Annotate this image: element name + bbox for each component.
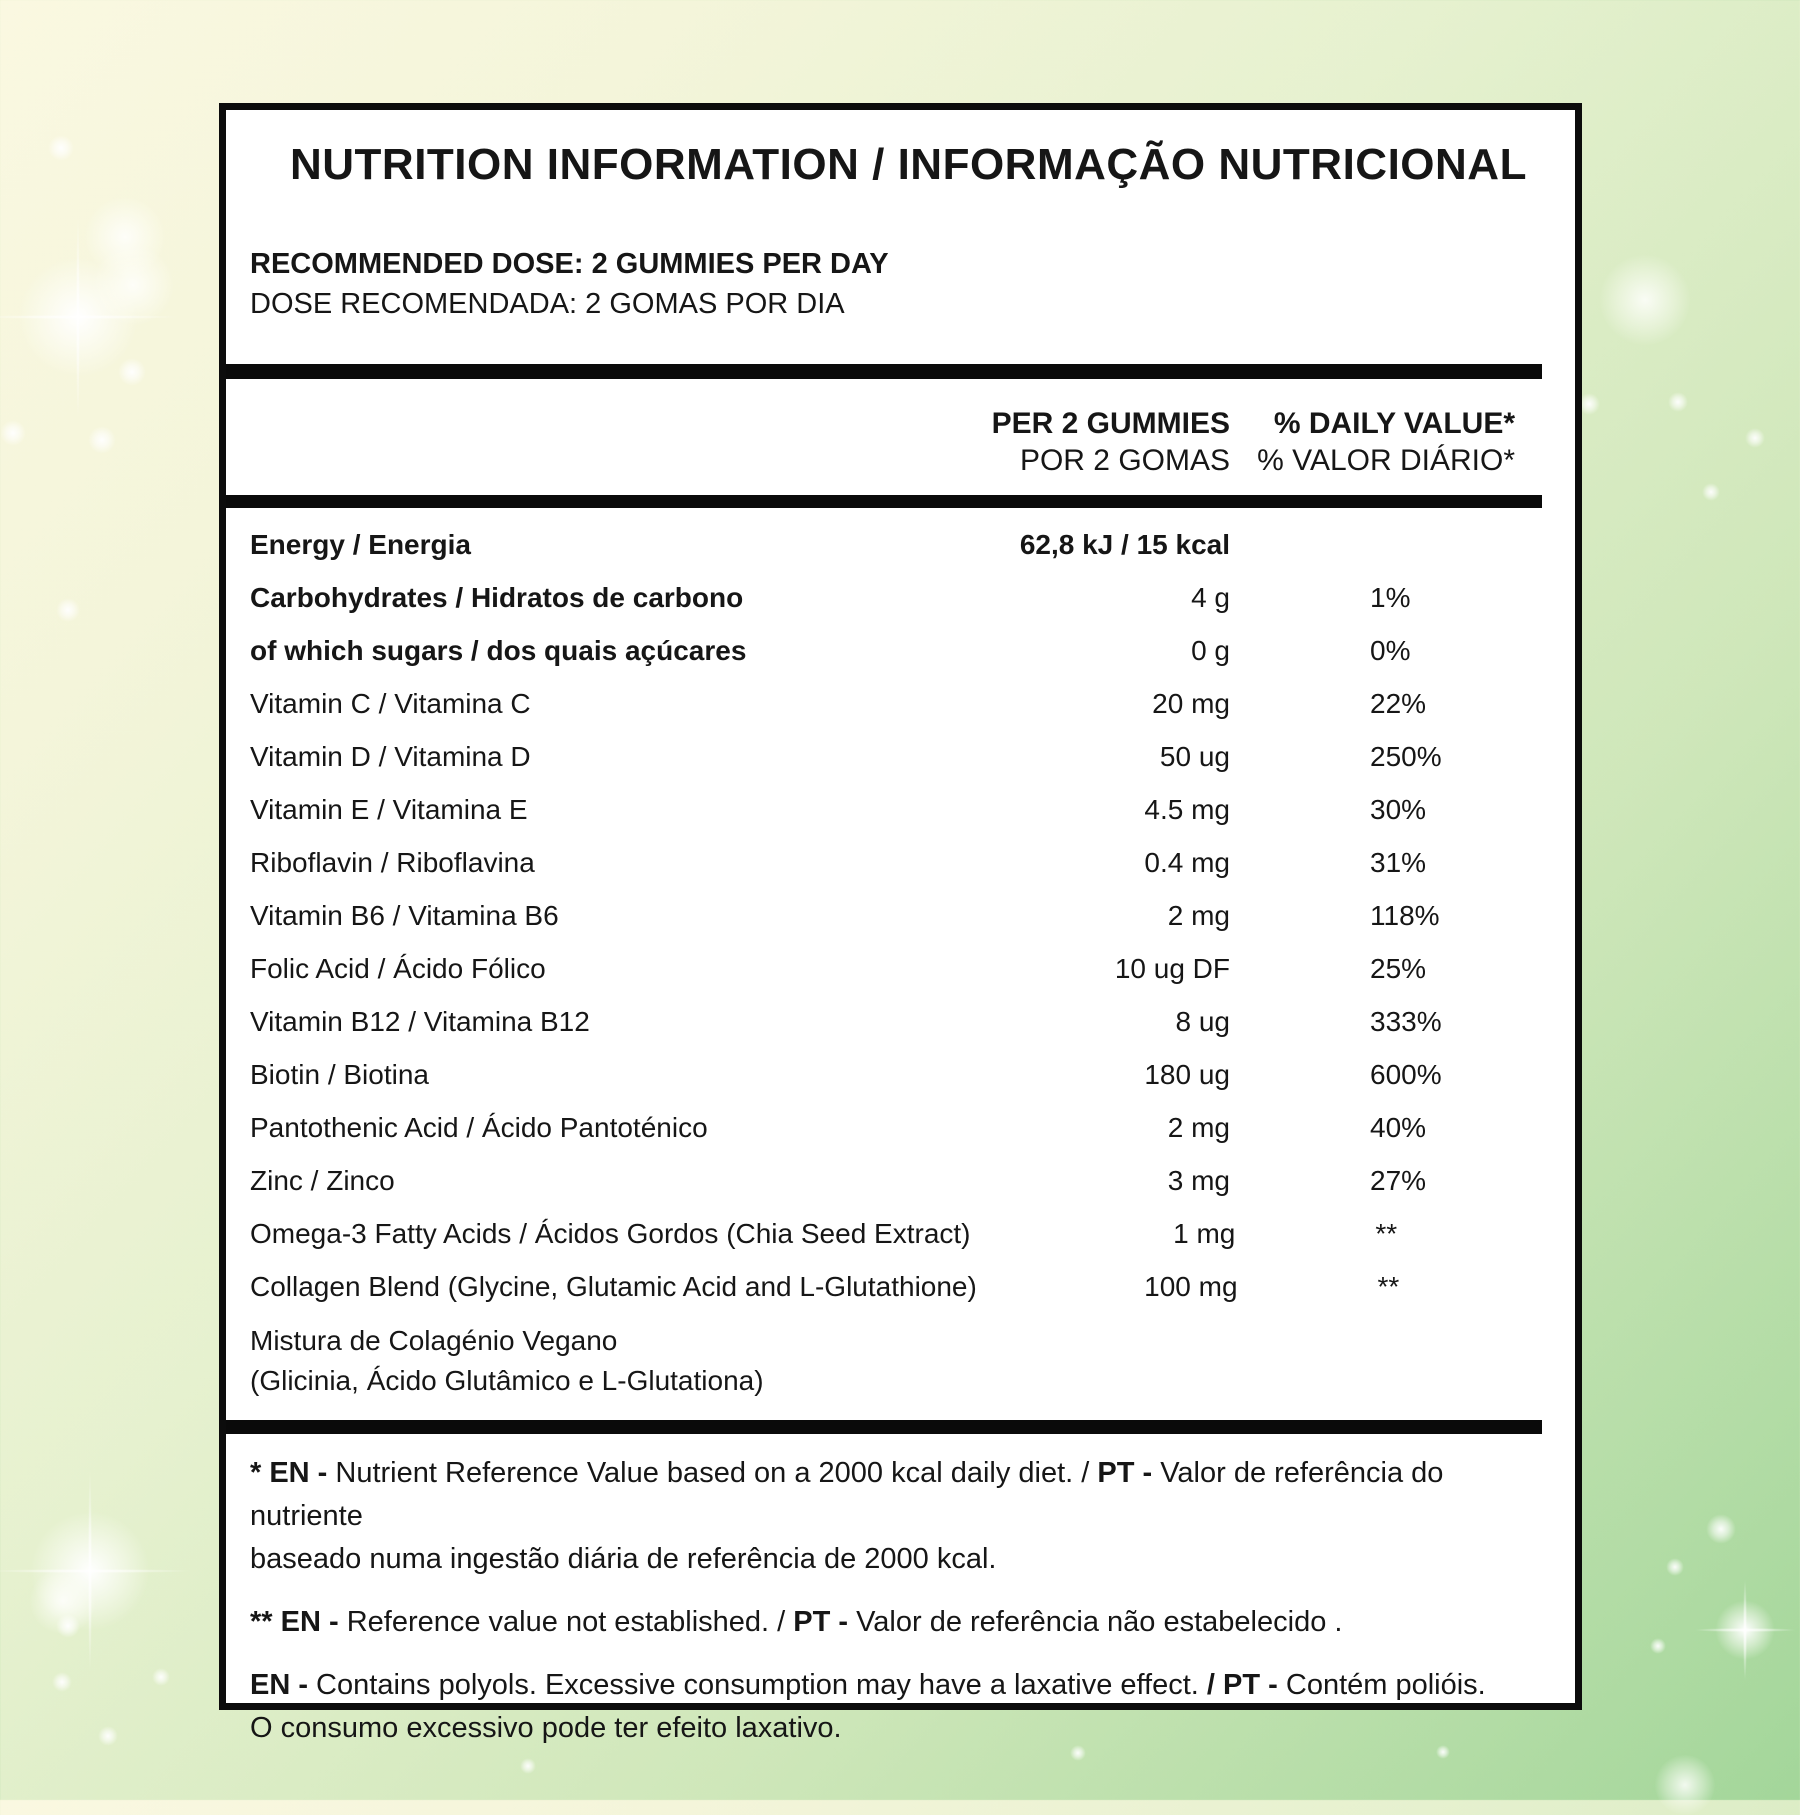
sparkle-dot-icon	[520, 1758, 536, 1774]
table-row	[226, 836, 1575, 889]
table-row	[226, 730, 1575, 783]
column-header-dv-en: % DAILY VALUE*	[1273, 407, 1515, 440]
sparkle-dot-icon	[152, 1668, 170, 1686]
footnote-text: Valor de referência não estabelecido .	[848, 1606, 1343, 1638]
sparkle-dot-icon	[56, 598, 80, 622]
sparkle-glow-icon	[1600, 255, 1690, 345]
sparkle-dot-icon	[1650, 1638, 1666, 1654]
nutrient-amount: 2 mg	[1167, 899, 1230, 931]
nutrient-name: Vitamin B12 / Vitamina B12	[250, 1005, 590, 1037]
nutrient-name: Vitamin B6 / Vitamina B6	[250, 899, 559, 931]
separator-bar-bottom	[226, 1420, 1542, 1434]
nutrient-dv: 0%	[1370, 634, 1411, 666]
nutrient-amount: 3 mg	[1167, 1164, 1230, 1196]
sparkle-dot-icon	[88, 426, 116, 454]
nutrient-amount: 100 mg	[1144, 1270, 1238, 1302]
nutrient-amount: 0.4 mg	[1144, 846, 1230, 878]
nutrient-dv: 600%	[1370, 1058, 1442, 1090]
column-headers	[226, 405, 1575, 479]
nutrient-table	[226, 518, 1575, 1408]
sparkle-icon	[1695, 1580, 1795, 1680]
nutrient-dv: 1%	[1370, 581, 1411, 613]
nutrient-name: Riboflavin / Riboflavina	[250, 846, 535, 878]
nutrient-amount: 4 g	[1191, 581, 1230, 613]
table-row	[226, 942, 1575, 995]
nutrient-amount: 180 ug	[1144, 1058, 1230, 1090]
nutrient-dv: 25%	[1370, 952, 1427, 984]
footnote-text: O consumo excessivo pode ter efeito laxativo.	[250, 1712, 842, 1744]
nutrient-dv: **	[1377, 1270, 1400, 1302]
nutrient-name: Vitamin E / Vitamina E	[250, 793, 528, 825]
table-row	[226, 1154, 1575, 1207]
sparkle-dot-icon	[1745, 428, 1765, 448]
sparkle-glow-icon	[93, 245, 173, 325]
footnote-marker: EN -	[250, 1669, 308, 1701]
recommended-dose	[250, 244, 1575, 324]
table-row	[226, 889, 1575, 942]
nutrient-amount: 0 g	[1191, 634, 1230, 666]
separator-bar-top	[226, 364, 1542, 379]
recommended-dose-pt: DOSE RECOMENDADA: 2 GOMAS POR DIA	[250, 288, 845, 320]
column-header-dv	[1255, 405, 1515, 479]
nutrient-amount: 20 mg	[1152, 687, 1230, 719]
column-header-dv-pt: % VALOR DIÁRIO*	[1257, 444, 1515, 477]
sparkle-dot-icon	[118, 358, 146, 386]
nutrient-dv: 250%	[1370, 740, 1442, 772]
table-row	[226, 624, 1575, 677]
sparkle-dot-icon	[1706, 1514, 1736, 1544]
nutrient-name: Vitamin C / Vitamina C	[250, 687, 531, 719]
footnote-marker: / PT -	[1206, 1669, 1278, 1701]
footnote-text: Contains polyols. Excessive consumption may have a laxative effect.	[308, 1669, 1207, 1701]
nutrient-dv: 30%	[1370, 793, 1427, 825]
sparkle-dot-icon	[0, 420, 26, 446]
table-row	[226, 1260, 1575, 1313]
footnote-nrv	[250, 1452, 1551, 1581]
sparkle-dot-icon	[56, 1614, 80, 1638]
nutrient-amount: 8 ug	[1175, 1005, 1230, 1037]
table-row	[226, 783, 1575, 836]
nutrition-label-panel	[219, 103, 1582, 1744]
nutrient-name: Collagen Blend (Glycine, Glutamic Acid and L-Glutathione)	[250, 1270, 977, 1302]
column-header-amount-pt: POR 2 GOMAS	[1019, 444, 1230, 477]
table-row	[226, 1101, 1575, 1154]
sparkle-dot-icon	[98, 1726, 118, 1746]
nutrient-dv: 333%	[1370, 1005, 1442, 1037]
sparkle-dot-icon	[1702, 483, 1720, 501]
footnote-marker: * EN -	[250, 1457, 328, 1489]
table-row	[226, 571, 1575, 624]
footnote-marker: PT -	[793, 1606, 849, 1638]
nutrient-name: Biotin / Biotina	[250, 1058, 429, 1090]
nutrient-name: Carbohydrates / Hidratos de carbono	[250, 581, 744, 613]
nutrient-dv: 27%	[1370, 1164, 1427, 1196]
nutrient-amount: 62,8 kJ / 15 kcal	[1019, 528, 1230, 560]
nutrient-amount: 50 ug	[1159, 740, 1230, 772]
footnote-text: Valor de referência do nutriente	[250, 1457, 1444, 1532]
nutrient-amount: 1 mg	[1173, 1217, 1236, 1249]
nutrient-amount: 10 ug DF	[1114, 952, 1230, 984]
column-header-amount	[930, 405, 1255, 479]
nutrient-name: of which sugars / dos quais açúcares	[250, 634, 747, 666]
footnote-polyols	[250, 1664, 1551, 1750]
nutrient-name-line1: Mistura de Colagénio Vegano	[250, 1324, 618, 1356]
separator-bar-header	[226, 495, 1542, 508]
nutrient-name: Vitamin D / Vitamina D	[250, 740, 531, 772]
footnote-marker: ** EN -	[250, 1606, 339, 1638]
nutrient-name: Pantothenic Acid / Ácido Pantoténico	[250, 1111, 708, 1143]
nutrient-dv: 31%	[1370, 846, 1427, 878]
sparkle-dot-icon	[1666, 1558, 1684, 1576]
table-row	[226, 518, 1575, 571]
table-row	[226, 1048, 1575, 1101]
footnote-text: Reference value not established. /	[338, 1606, 794, 1638]
nutrient-name: Energy / Energia	[250, 528, 471, 560]
recommended-dose-en: RECOMMENDED DOSE: 2 GUMMIES PER DAY	[250, 248, 889, 280]
nutrient-dv: 40%	[1370, 1111, 1427, 1143]
nutrient-amount: 2 mg	[1167, 1111, 1230, 1143]
footnote-marker: PT -	[1097, 1457, 1153, 1489]
nutrient-name: Folic Acid / Ácido Fólico	[250, 952, 546, 984]
nutrient-name: Zinc / Zinco	[250, 1164, 395, 1196]
nutrient-name: Omega-3 Fatty Acids / Ácidos Gordos (Chia Seed Extract)	[250, 1217, 971, 1249]
footnote-text: Contém polióis.	[1277, 1669, 1486, 1701]
nutrient-dv: 118%	[1370, 899, 1440, 931]
page-title: NUTRITION INFORMATION / INFORMAÇÃO NUTRICIONAL	[290, 140, 1527, 189]
column-header-amount-en: PER 2 GUMMIES	[991, 407, 1230, 440]
nutrient-dv: **	[1375, 1217, 1398, 1249]
table-row	[226, 1313, 1575, 1408]
nutrient-name-line2: (Glicinia, Ácido Glutâmico e L-Glutationa)	[250, 1364, 764, 1396]
sparkle-dot-icon	[48, 135, 74, 161]
nutrient-dv: 22%	[1370, 687, 1427, 719]
sparkle-glow-icon	[1655, 1755, 1715, 1815]
table-row	[226, 995, 1575, 1048]
sparkle-dot-icon	[52, 1672, 72, 1692]
footnotes	[250, 1452, 1551, 1750]
table-row	[226, 1207, 1575, 1260]
sparkle-dot-icon	[1668, 392, 1688, 412]
sparkle-icon	[0, 1471, 190, 1671]
footnote-reference	[250, 1601, 1551, 1644]
footnote-text: baseado numa ingestão diária de referência de 2000 kcal.	[250, 1543, 997, 1575]
footnote-text: Nutrient Reference Value based on a 2000 kcal daily diet. /	[327, 1457, 1098, 1489]
table-row	[226, 677, 1575, 730]
nutrient-amount: 4.5 mg	[1144, 793, 1230, 825]
nutrient-name	[250, 1321, 955, 1401]
